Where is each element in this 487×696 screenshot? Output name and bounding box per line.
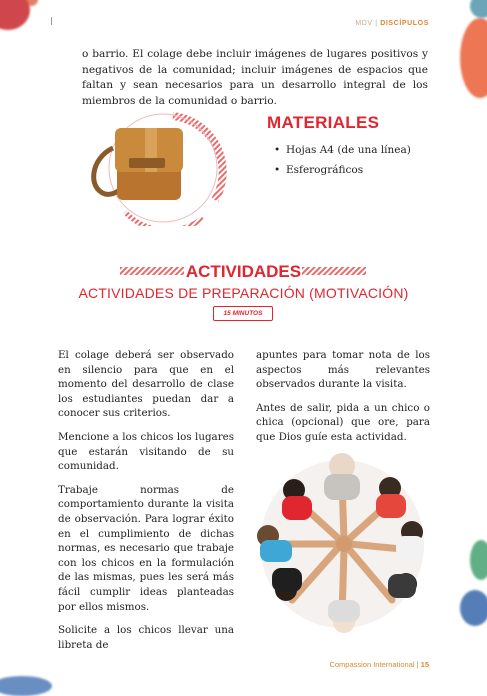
materials-item: • Esferográficos [274, 160, 411, 180]
materials-list [274, 140, 411, 180]
duration-badge: 15 MINUTOS [213, 306, 273, 321]
person-shirt [260, 540, 292, 562]
youth-circle-photo [252, 440, 432, 636]
paragraph: Mencione a los chicos los lugares que estarán visitando de su comunidad. [58, 430, 234, 473]
activities-subtitle: ACTIVIDADES DE PREPARACIÓN (MOTIVACIÓN) [78, 285, 409, 301]
watercolor-splash-bottom-left [0, 676, 52, 696]
paragraph: Solicite a los chicos llevar una libreta de [58, 624, 234, 651]
header-title: DISCÍPULOS [380, 20, 429, 27]
paragraph: Antes de salir, pida a un chico o chica (opcional) que ore, para que Dios guíe esta actividad. [256, 401, 430, 443]
page-footer [329, 660, 429, 669]
watercolor-splash-right-low [460, 590, 487, 626]
header-separator: | [375, 20, 378, 27]
hands-center [336, 536, 352, 552]
watercolor-splash-top-right-2 [470, 0, 487, 18]
person-shirt [328, 600, 360, 622]
intro-paragraph: o barrio. El colage debe incluir imágenes de lugares positivos y negativos de la comunidad; incluir imágenes de espacios que faltan y sean necesarios para un desarrollo integral de los miembros de la comunidad o barrio. [82, 48, 428, 107]
header-tick [51, 17, 52, 25]
person-shirt [388, 574, 416, 598]
materials-item: • Hojas A4 (de una línea) [274, 140, 411, 160]
page-number: 15 [420, 660, 429, 669]
activities-title: ACTIVIDADES [185, 262, 302, 281]
paragraph: El colage deberá ser observado en silencio para que en el momento del desarrollo de clase los estudiantes puedan dar a conocer sus criterios. [58, 349, 234, 420]
page-header [355, 20, 429, 27]
person-shirt [396, 536, 424, 558]
person-shirt [324, 474, 360, 500]
paragraph: apuntes para tomar nota de los aspectos más relevantes observados durante la visita. [256, 349, 430, 391]
watercolor-splash-top-right [460, 18, 487, 98]
footer-org: Compassion International [329, 660, 415, 669]
text-column-left [58, 348, 234, 661]
bag-patch [129, 158, 165, 168]
paragraph: Trabaje normas de comportamiento durante la visita de observación. Para lograr éxito en el cumplimiento de dichas normas, es necesario que trabaje con los chicos en la formulación de las mismas, pues les será más fácil cumplir ideas planteadas por ellos mismos. [58, 483, 234, 613]
header-section: MDV [355, 20, 373, 27]
person-shirt [272, 568, 302, 592]
materials-title: MATERIALES [267, 113, 380, 132]
bag-illustration [85, 108, 245, 226]
person-shirt [282, 496, 312, 520]
person-shirt [376, 494, 406, 518]
footer-separator: | [416, 660, 419, 669]
watercolor-splash-right-mid [470, 540, 487, 580]
text-column-right [256, 348, 430, 454]
